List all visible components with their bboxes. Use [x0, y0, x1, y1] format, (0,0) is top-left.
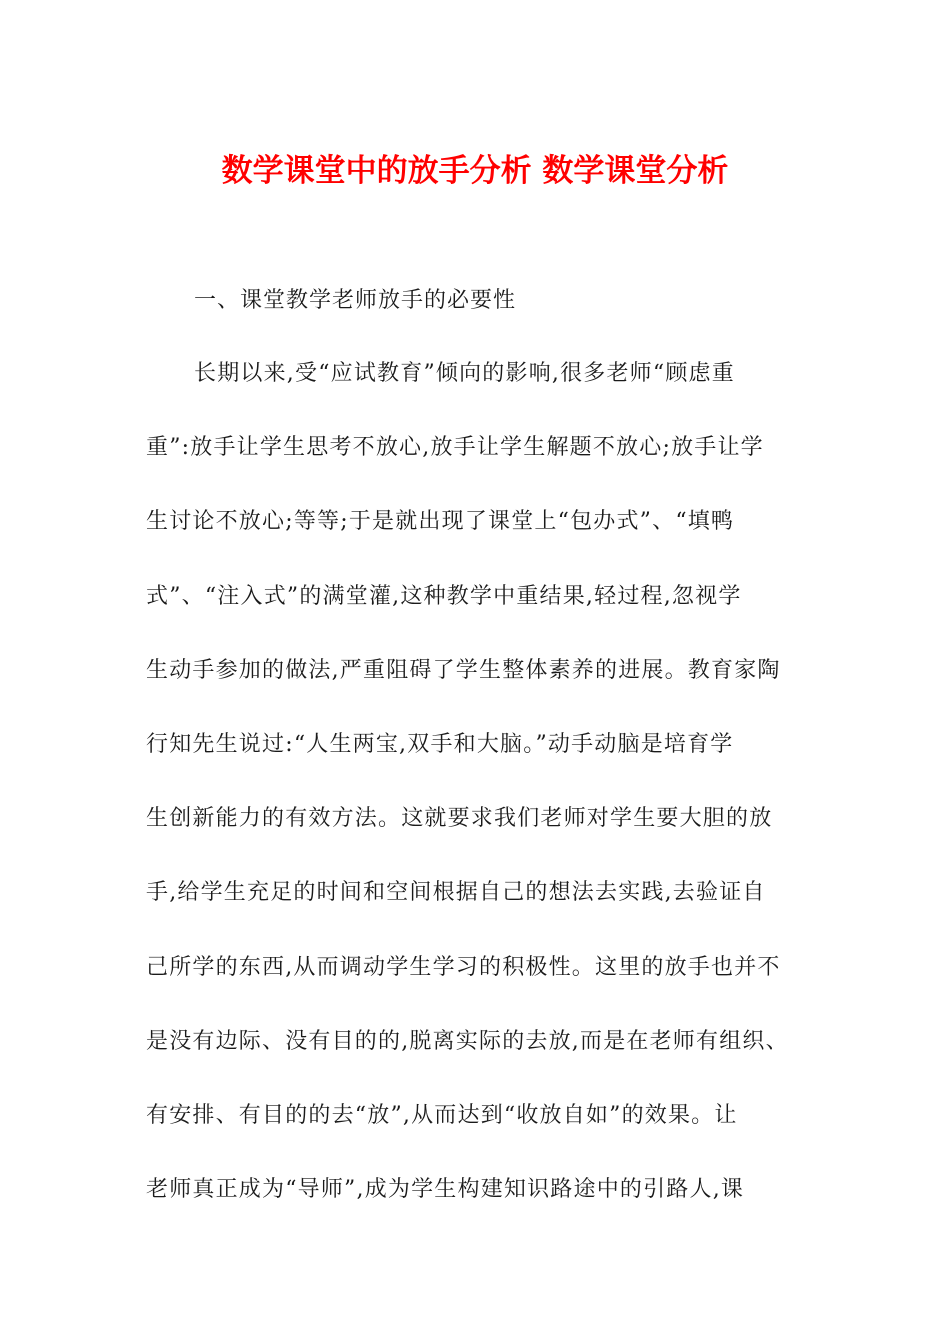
body-line: 老师真正成为“导师”,成为学生构建知识路途中的引路人,课 — [146, 1177, 745, 1203]
body-line: 式”、“注入式”的满堂灌,这种教学中重结果,轻过程,忽视学 — [146, 583, 742, 609]
body-line: 生讨论不放心;等等;于是就出现了课堂上“包办式”、“填鸭 — [146, 509, 735, 535]
section-heading: 一、课堂教学老师放手的必要性 — [194, 288, 517, 313]
body-line: 行知先生说过:“人生两宝,双手和大脑。”动手动脑是培育学 — [146, 731, 734, 757]
body-line: 长期以来,受“应试教育”倾向的影响,很多老师“顾虑重 — [194, 361, 735, 386]
body-line: 是没有边际、没有目的的,脱离实际的去放,而是在老师有组织、 — [146, 1028, 789, 1054]
document-title: 数学课堂中的放手分析 数学课堂分析 — [221, 153, 729, 189]
body-line: 生动手参加的做法,严重阻碍了学生整体素养的进展。教育家陶 — [146, 657, 781, 683]
body-line: 重”:放手让学生思考不放心,放手让学生解题不放心;放手让学 — [146, 435, 764, 461]
body-line: 生创新能力的有效方法。这就要求我们老师对学生要大胆的放 — [146, 806, 773, 832]
body-line: 手,给学生充足的时间和空间根据自己的想法去实践,去验证自 — [146, 880, 766, 906]
body-line: 己所学的东西,从而调动学生学习的积极性。这里的放手也并不 — [146, 954, 781, 980]
body-line: 有安排、有目的的去“放”,从而达到“收放自如”的效果。让 — [146, 1102, 738, 1128]
body-paragraph — [146, 354, 806, 1244]
